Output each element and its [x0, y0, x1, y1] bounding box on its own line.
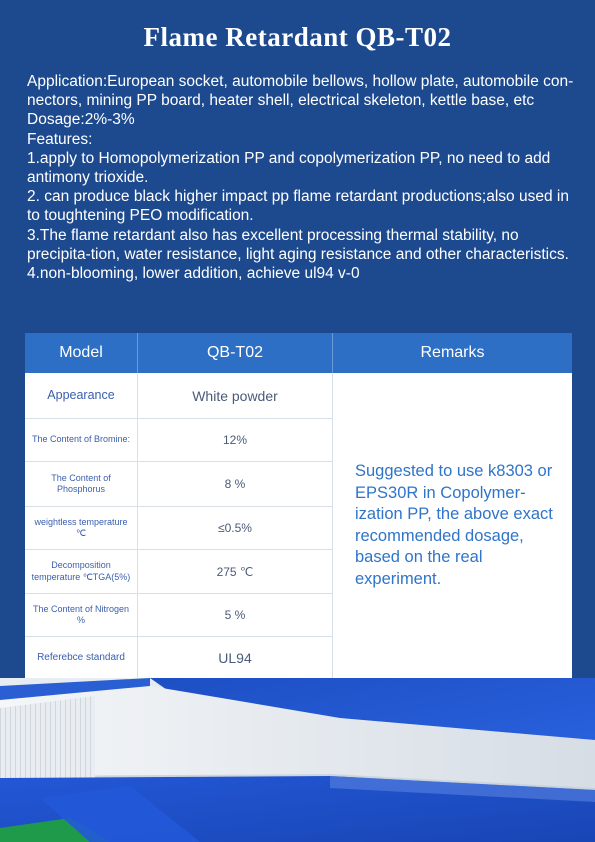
table-row	[25, 419, 333, 462]
table-body	[25, 373, 572, 678]
row-label-weightless: weightless temperature ℃	[25, 507, 138, 549]
feature-4: 4.non-blooming, lower addition, achieve ul94 v-0	[27, 265, 360, 283]
row-label-decomposition: Decomposition temperature ℃TGA(5%)	[25, 550, 138, 593]
header-remarks: Remarks	[420, 344, 485, 361]
row-value-appearance: White powder	[138, 373, 333, 418]
application-text: Application:European socket, automobile bellows, hollow plate, automobile con-nectors, mining PP board, heater shell, electrical skeleton, kettle base, etc	[27, 73, 574, 110]
feature-1: 1.apply to Homopolymerization PP and copolymerization PP, no need to add antimony trioxide.	[27, 149, 551, 187]
remarks-cell	[333, 373, 572, 678]
product-photo	[0, 678, 595, 842]
product-description	[27, 72, 575, 283]
table-header	[25, 333, 572, 373]
row-value-standard: UL94	[138, 637, 333, 678]
row-value-weightless: ≤0.5%	[138, 507, 333, 549]
table-row	[25, 462, 333, 507]
table-row	[25, 507, 333, 550]
row-label-phosphorus: The Content of Phosphorus	[25, 462, 138, 506]
row-value-decomposition: 275 ℃	[138, 550, 333, 593]
row-label-nitrogen: The Content of Nitrogen %	[25, 594, 138, 636]
dosage-text: Dosage:2%-3%	[27, 111, 135, 129]
page-title: Flame Retardant QB-T02	[143, 22, 452, 52]
row-value-bromine: 12%	[138, 419, 333, 461]
header-product: QB-T02	[138, 333, 333, 373]
table-row	[25, 373, 333, 419]
corrugated-sheets-image	[0, 678, 595, 842]
features-heading: Features:	[27, 130, 93, 148]
row-label-standard: Referebce standard	[25, 637, 138, 678]
header-model: Model	[25, 333, 138, 373]
row-value-nitrogen: 5 %	[138, 594, 333, 636]
feature-2: 2. can produce black higher impact pp flame retardant productions;also used in to toughtening PEO modification.	[27, 188, 569, 225]
spec-table	[25, 333, 572, 678]
row-value-phosphorus: 8 %	[138, 462, 333, 506]
remarks-text: Suggested to use k8303 or EPS30R in Copolymer-ization PP, the above exact recommended dosage, based on the real experiment.	[355, 462, 553, 588]
table-row	[25, 550, 333, 594]
table-row	[25, 594, 333, 637]
feature-3: 3.The flame retardant also has excellent processing thermal stability, no precipita-tion, water resistance, light aging resistance and other characteristics.	[27, 226, 569, 263]
table-row	[25, 637, 333, 678]
row-label-appearance: Appearance	[25, 373, 138, 418]
row-label-bromine: The Content of Bromine:	[25, 419, 138, 461]
